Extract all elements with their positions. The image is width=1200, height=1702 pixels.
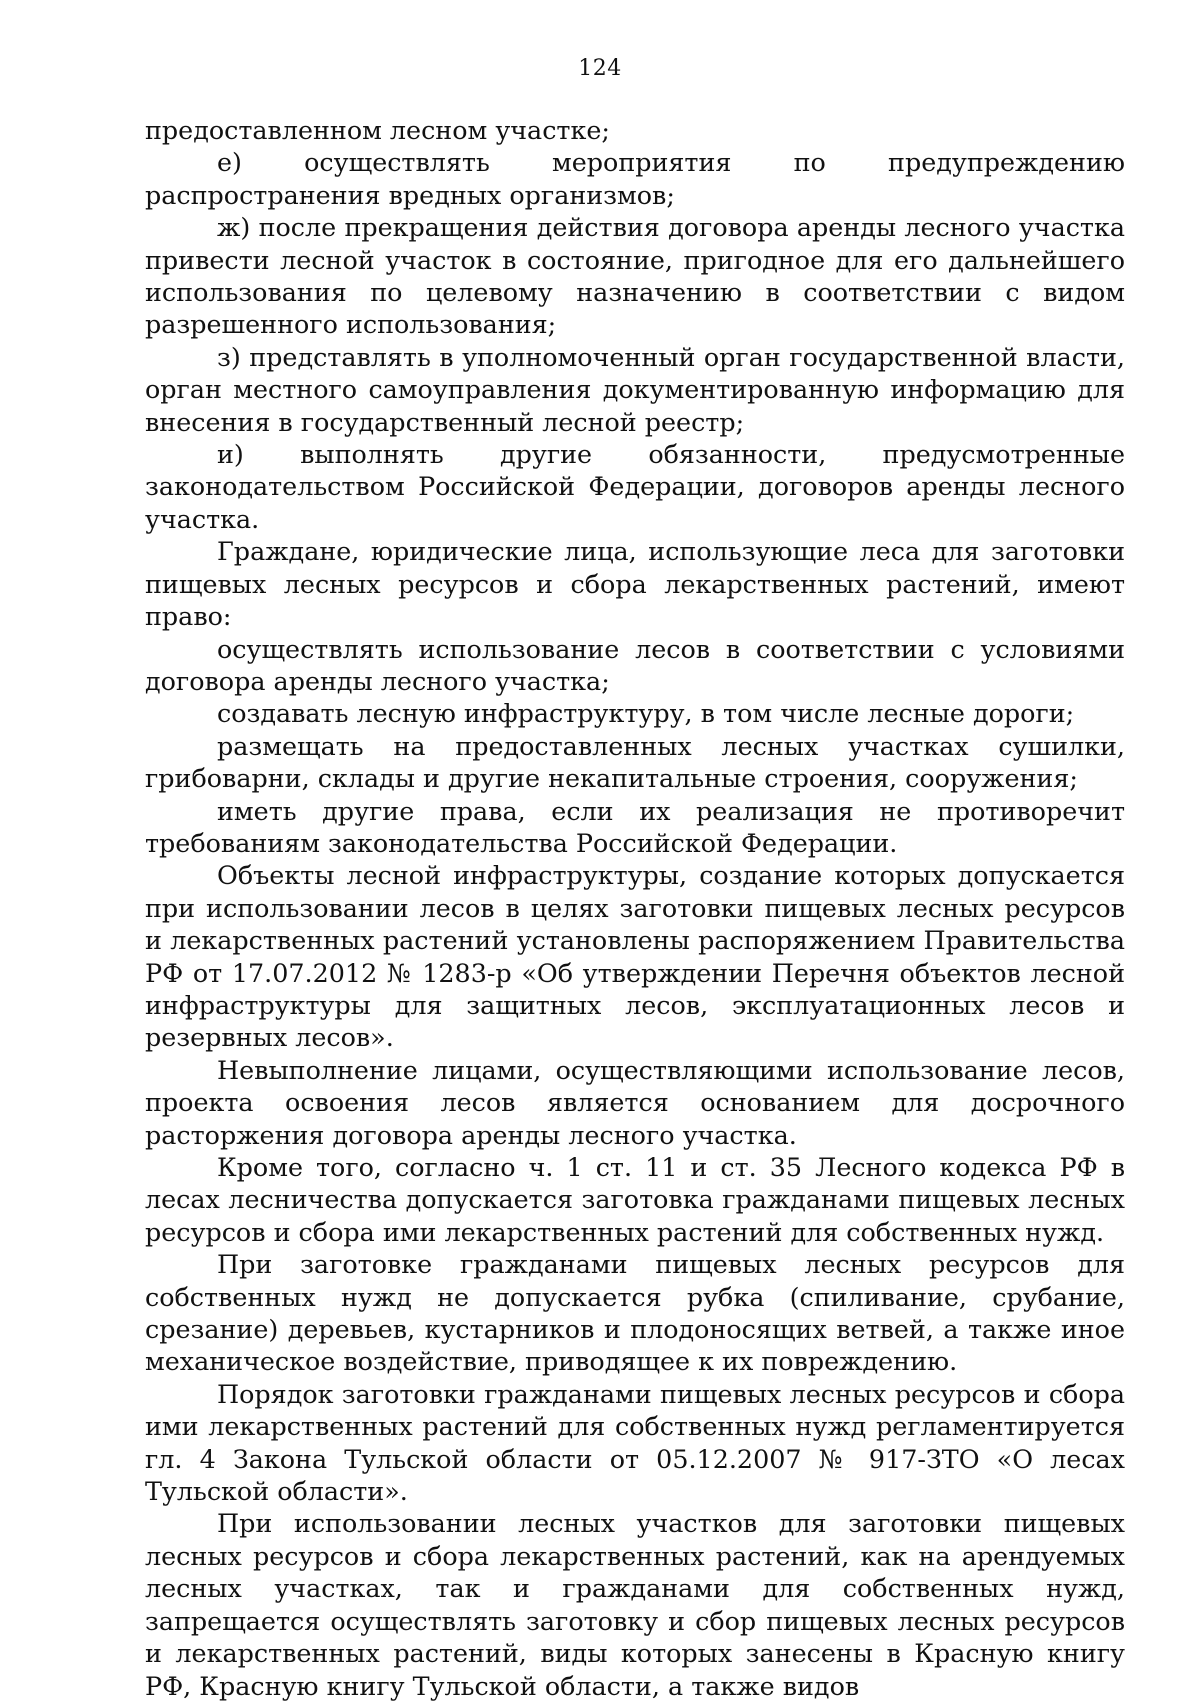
paragraph-prohibition-felling: При заготовке гражданами пищевых лесных ресурсов для собственных нужд не допускается рубка (спиливание, срубание, срезание) деревьев, кустарников и плодоносящих ветвей, а также иное механическое воздействие, приводящее к их повреждению. bbox=[145, 1249, 1125, 1377]
paragraph-right-infrastructure: создавать лесную инфраструктуру, в том числе лесные дороги; bbox=[217, 698, 1075, 729]
paragraph-forest-code: Кроме того, согласно ч. 1 ст. 11 и ст. 35 Лесного кодекса РФ в лесах лесничества допускается заготовка гражданами пищевых лесных ресурсов и сбора ими лекарственных растений для собственных нужд. bbox=[145, 1152, 1125, 1247]
paragraph-continuation: предоставленном лесном участке; bbox=[145, 115, 610, 145]
page-number: 124 bbox=[578, 56, 622, 81]
paragraph-right-use: осуществлять использование лесов в соответствии с условиями договора аренды лесного участка; bbox=[145, 633, 1125, 696]
paragraph-item-e: е) осуществлять мероприятия по предупреждению распространения вредных организмов; bbox=[145, 147, 1125, 210]
paragraph-item-z: з) представлять в уполномоченный орган государственной власти, орган местного самоуправления документированную информацию для внесения в государственный лесной реестр; bbox=[145, 341, 1125, 437]
paragraph-infrastructure-objects: Объекты лесной инфраструктуры, создание которых допускается при использовании лесов в целях заготовки пищевых лесных ресурсов и лекарственных растений установлены распоряжением Правительства РФ от 17.07.2012 № 1283-р «Об утверждении Перечня объектов лесной инфраструктуры для защитных лесов, эксплуатационных лесов и резервных лесов». bbox=[145, 860, 1125, 1053]
paragraph-right-other: иметь другие права, если их реализация не противоречит требованиям законодательства Российской Федерации. bbox=[145, 795, 1125, 858]
paragraph-right-structures: размещать на предоставленных лесных участках сушилки, грибоварни, склады и другие некапитальные строения, сооружения; bbox=[145, 730, 1125, 794]
paragraph-rights-intro: Граждане, юридические лица, использующие леса для заготовки пищевых лесных ресурсов и сбора лекарственных растений, имеют право: bbox=[145, 536, 1125, 632]
paragraph-procedure: Порядок заготовки гражданами пищевых лесных ресурсов и сбора ими лекарственных растений для собственных нужд регламентируется гл. 4 Закона Тульской области от 05.12.2007 № 917-ЗТО «О лесах Тульской области». bbox=[145, 1378, 1125, 1507]
paragraph-item-zh: ж) после прекращения действия договора аренды лесного участка привести лесной участок в состояние, пригодное для его дальнейшего использования по целевому назначению в соответствии с видом разрешенного использования; bbox=[145, 212, 1125, 340]
document-body bbox=[145, 114, 1125, 1702]
paragraph-non-fulfilment: Невыполнение лицами, осуществляющими использование лесов, проекта освоения лесов является основанием для досрочного расторжения договора аренды лесного участка. bbox=[145, 1054, 1125, 1150]
paragraph-red-book: При использовании лесных участков для заготовки пищевых лесных ресурсов и сбора лекарственных растений, как на арендуемых лесных участках, так и гражданами для собственных нужд, запрещается осуществлять заготовку и сбор пищевых лесных ресурсов и лекарственных растений, виды которых занесены в Красную книгу РФ, Красную книгу Тульской области, а также видов bbox=[145, 1508, 1125, 1701]
paragraph-item-i: и) выполнять другие обязанности, предусмотренные законодательством Российской Федерации, договоров аренды лесного участка. bbox=[145, 439, 1125, 534]
